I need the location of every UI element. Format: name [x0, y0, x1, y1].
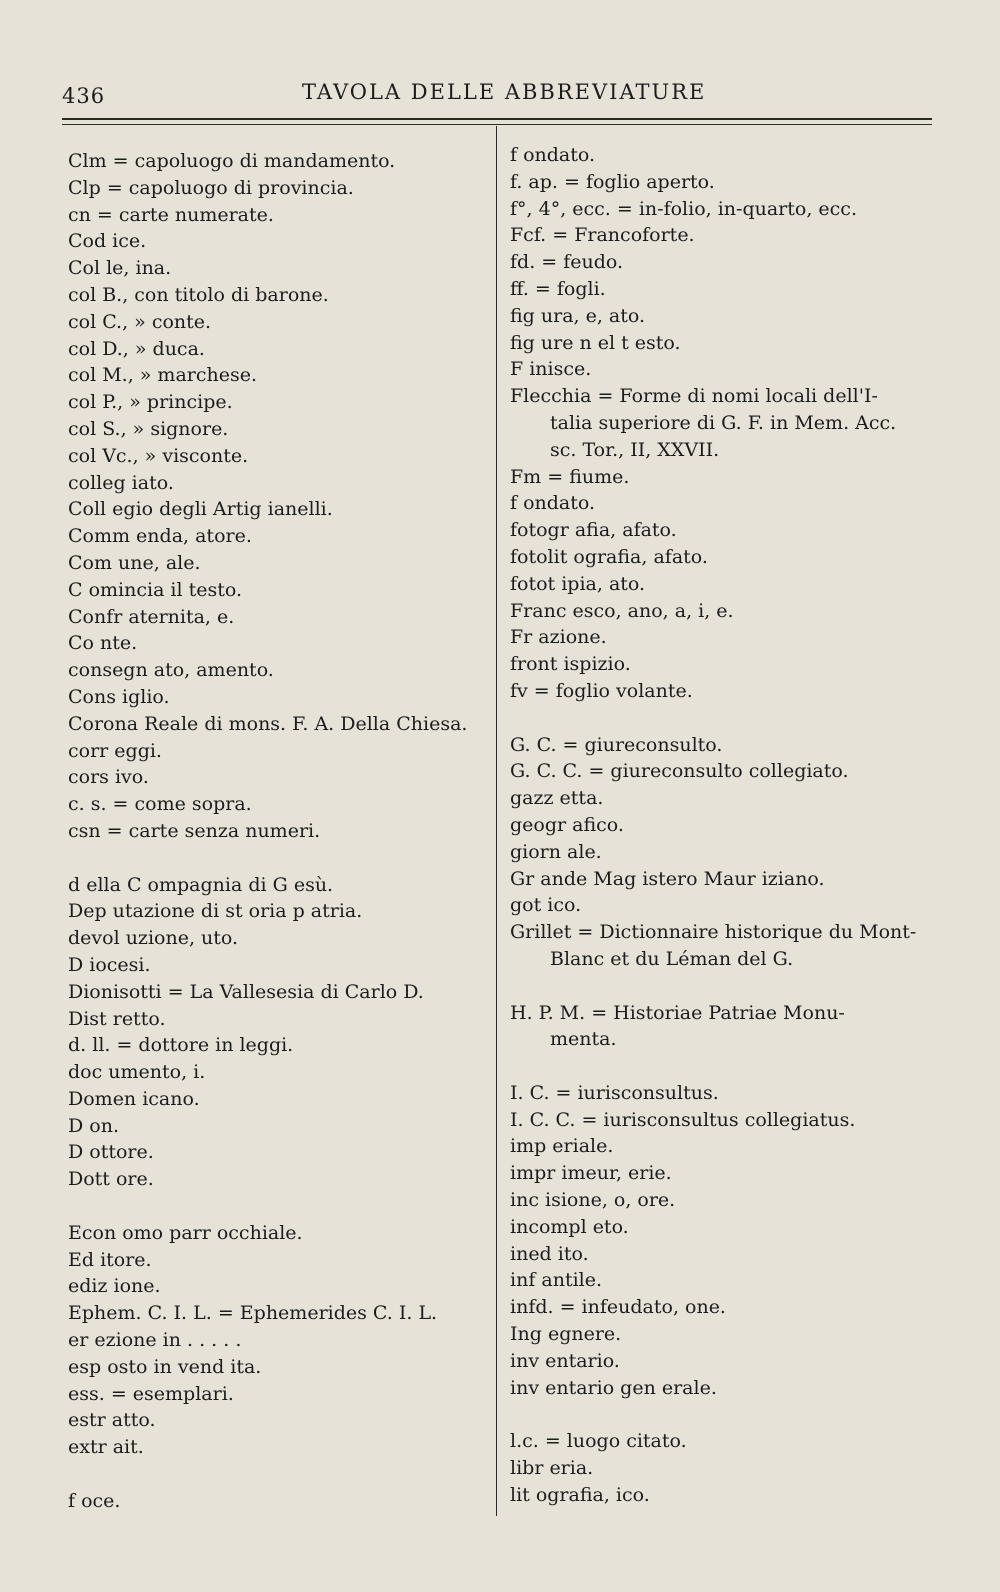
- abbreviation-entry: ff. = fogli.: [510, 277, 606, 300]
- abbreviation-entry: fotogr afia, afato.: [510, 519, 677, 542]
- abbreviation-entry: D ottore.: [68, 1141, 154, 1164]
- abbreviation-entry: libr eria.: [510, 1457, 594, 1480]
- blank-line: [510, 973, 950, 1000]
- abbreviation-entry: fotot ipia, ato.: [510, 572, 646, 595]
- abbreviation-entry: Cons iglio.: [68, 685, 170, 708]
- abbreviation-entry: Co nte.: [68, 632, 138, 655]
- abbreviation-entry: inv entario.: [510, 1349, 620, 1372]
- abbreviation-entry: f ondato.: [510, 144, 596, 166]
- abbreviation-entry: inv entario gen erale.: [510, 1376, 717, 1399]
- abbreviation-entry: Flecchia = Forme di nomi locali dell'I-: [510, 385, 878, 408]
- abbreviation-entry: Dist retto.: [68, 1007, 166, 1030]
- abbreviation-entry: ined ito.: [510, 1242, 589, 1265]
- abbreviation-entry: col B., con titolo di barone.: [68, 283, 329, 306]
- abbreviation-entry: c. s. = come sopra.: [68, 793, 252, 816]
- abbreviation-entry: Fcf. = Francoforte.: [510, 224, 695, 247]
- abbreviation-entry: Clp = capoluogo di provincia.: [68, 176, 354, 199]
- abbreviation-entry: d. ll. = dottore in leggi.: [68, 1034, 294, 1057]
- abbreviation-entry: Dott ore.: [68, 1168, 154, 1191]
- abbreviation-entry: impr imeur, erie.: [510, 1162, 672, 1185]
- abbreviation-entry: l.c. = luogo citato.: [510, 1430, 687, 1453]
- abbreviation-entry: H. P. M. = Historiae Patriae Monu-: [510, 1001, 845, 1024]
- abbreviation-entry: col Vc., » visconte.: [68, 444, 249, 467]
- abbreviation-entry: consegn ato, amento.: [68, 659, 274, 682]
- abbreviation-entry: Dionisotti = La Vallesesia di Carlo D.: [68, 980, 424, 1003]
- abbreviation-entry: f. ap. = foglio aperto.: [510, 170, 715, 193]
- abbreviation-entry: got ico.: [510, 894, 582, 917]
- abbreviation-entry: menta.: [550, 1028, 617, 1051]
- abbreviation-entry: Col le, ina.: [68, 257, 172, 280]
- abbreviation-entry: col S., » signore.: [68, 417, 229, 440]
- abbreviation-entry: Confr aternita, e.: [68, 605, 235, 628]
- abbreviation-entry: Cod ice.: [68, 230, 147, 253]
- abbreviation-entry: Ed itore.: [68, 1248, 152, 1271]
- abbreviation-entry: col M., » marchese.: [68, 364, 258, 387]
- abbreviation-entry: ediz ione.: [68, 1275, 161, 1298]
- header-rule-thin: [62, 124, 932, 125]
- abbreviation-entry: I. C. C. = iurisconsultus collegiatus.: [510, 1108, 856, 1131]
- abbreviation-entry: devol uzione, uto.: [68, 927, 239, 950]
- abbreviation-entry: G. C. = giureconsulto.: [510, 733, 723, 756]
- abbreviation-entry: I. C. = iurisconsultus.: [510, 1081, 719, 1104]
- abbreviation-entry: Corona Reale di mons. F. A. Della Chiesa.: [68, 712, 468, 735]
- abbreviation-entry: fv = foglio volante.: [510, 679, 693, 702]
- abbreviation-entry: extr ait.: [68, 1436, 144, 1459]
- abbreviation-entry: Franc esco, ano, a, i, e.: [510, 599, 734, 622]
- abbreviation-entry: front ispizio.: [510, 653, 631, 676]
- abbreviation-entry: C omincia il testo.: [68, 578, 243, 601]
- abbreviation-entry: corr eggi.: [68, 739, 162, 762]
- abbreviation-entry: geogr afico.: [510, 813, 624, 836]
- blank-line: [510, 1401, 950, 1428]
- abbreviation-entry: fd. = feudo.: [510, 251, 624, 274]
- abbreviation-entry: Econ omo parr occhiale.: [68, 1221, 303, 1244]
- abbreviation-entry: G. C. C. = giureconsulto collegiato.: [510, 760, 849, 783]
- abbreviation-entry: lit ografia, ico.: [510, 1483, 650, 1506]
- blank-line: [510, 705, 950, 732]
- abbreviation-entry: Com une, ale.: [68, 551, 201, 574]
- abbreviation-entry: estr atto.: [68, 1409, 156, 1432]
- page-header: [62, 70, 932, 110]
- abbreviation-entry: Fr azione.: [510, 626, 607, 649]
- abbreviation-entry: cn = carte numerate.: [68, 203, 274, 226]
- abbreviation-entry: talia superiore di G. F. in Mem. Acc.: [550, 411, 897, 434]
- abbreviation-entry: f°, 4°, ecc. = in-folio, in-quarto, ecc.: [510, 197, 857, 220]
- abbreviation-entry: Ephem. C. I. L. = Ephemerides C. I. L.: [68, 1302, 438, 1325]
- blank-line: [68, 845, 508, 872]
- abbreviation-entry: col C., » conte.: [68, 310, 212, 333]
- abbreviation-entry: imp eriale.: [510, 1135, 614, 1158]
- abbreviation-entry: Dep utazione di st oria p atria.: [68, 900, 363, 923]
- abbreviation-entry: Blanc et du Léman del G.: [550, 947, 794, 970]
- abbreviation-entry: csn = carte senza numeri.: [68, 819, 321, 842]
- abbreviation-entry: Gr ande Mag istero Maur iziano.: [510, 867, 825, 890]
- abbreviation-entry: Domen icano.: [68, 1087, 200, 1110]
- abbreviation-entry: fig ura, e, ato.: [510, 304, 646, 327]
- abbreviation-entry: esp osto in vend ita.: [68, 1355, 262, 1378]
- abbreviation-entry: Clm = capoluogo di mandamento.: [68, 150, 396, 172]
- abbreviation-entry: inf antile.: [510, 1269, 603, 1292]
- abbreviation-entry: ess. = esemplari.: [68, 1382, 234, 1405]
- abbreviation-entry: D on.: [68, 1114, 119, 1137]
- blank-line: [68, 1461, 508, 1488]
- abbreviation-entry: infd. = infeudato, one.: [510, 1296, 726, 1319]
- abbreviation-entry: doc umento, i.: [68, 1061, 206, 1084]
- page-title: TAVOLA DELLE ABBREVIATURE: [302, 80, 707, 104]
- abbreviation-entry: cors ivo.: [68, 766, 149, 789]
- abbreviation-entry: fotolit ografia, afato.: [510, 545, 708, 568]
- abbreviation-entry: er ezione in . . . . .: [68, 1329, 242, 1352]
- abbreviation-entry: f ondato.: [510, 492, 596, 515]
- abbreviation-entry: F inisce.: [510, 358, 592, 381]
- abbreviation-entry: Fm = fiume.: [510, 465, 630, 488]
- abbreviation-entry: col D., » duca.: [68, 337, 205, 360]
- right-column: [510, 142, 950, 1509]
- abbreviation-entry: col P., » principe.: [68, 391, 233, 414]
- abbreviation-entry: Ing egnere.: [510, 1323, 622, 1346]
- abbreviation-entry: Grillet = Dictionnaire historique du Mont-: [510, 921, 917, 944]
- blank-line: [68, 1193, 508, 1220]
- abbreviation-entry: inc isione, o, ore.: [510, 1189, 676, 1212]
- abbreviation-entry: colleg iato.: [68, 471, 174, 494]
- page-number: 436: [62, 84, 106, 108]
- abbreviation-entry: D iocesi.: [68, 953, 151, 976]
- abbreviation-entry: f oce.: [68, 1489, 121, 1512]
- left-column: [68, 148, 508, 1515]
- abbreviation-entry: sc. Tor., II, XXVII.: [550, 438, 720, 461]
- abbreviation-entry: d ella C ompagnia di G esù.: [68, 873, 334, 896]
- blank-line: [510, 1053, 950, 1080]
- abbreviation-entry: gazz etta.: [510, 787, 604, 810]
- header-rule: [62, 118, 932, 120]
- abbreviation-entry: incompl eto.: [510, 1215, 629, 1238]
- abbreviation-entry: giorn ale.: [510, 840, 602, 863]
- abbreviation-entry: Comm enda, atore.: [68, 525, 252, 548]
- abbreviation-entry: Coll egio degli Artig ianelli.: [68, 498, 333, 521]
- abbreviation-entry: fig ure n el t esto.: [510, 331, 681, 354]
